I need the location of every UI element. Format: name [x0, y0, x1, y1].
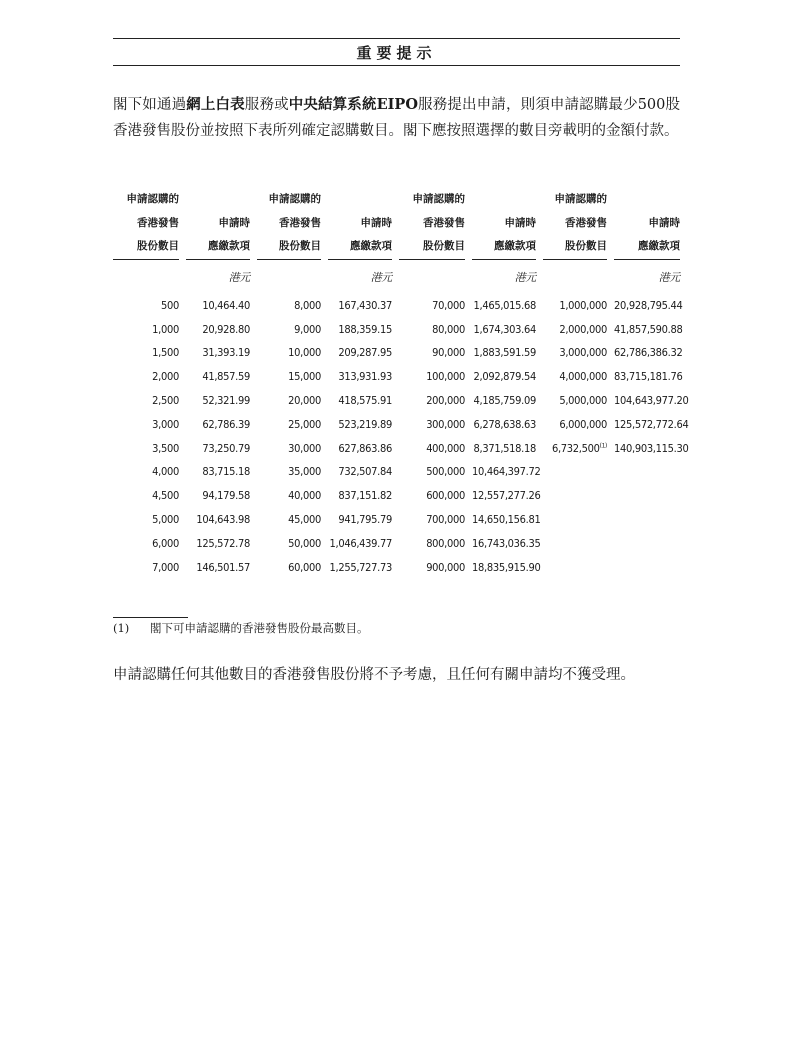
column-gap	[465, 508, 472, 532]
shares-cell	[543, 555, 607, 579]
column-gap	[250, 412, 257, 436]
header-text	[186, 212, 250, 260]
empty-cell	[543, 260, 607, 294]
shares-cell: 10,000	[288, 346, 321, 360]
amount-cell: 6,278,638.63	[473, 417, 536, 431]
column-gap	[179, 531, 186, 555]
shares-cell: 300,000	[426, 417, 465, 431]
shares-cell: 5,000	[152, 513, 179, 527]
column-gap	[392, 460, 399, 484]
shares-cell: 45,000	[288, 513, 321, 527]
amount-cell: 523,219.89	[338, 417, 392, 431]
amount-cell: 125,572,772.64	[614, 417, 689, 431]
amount-cell	[614, 555, 680, 579]
amount-cell: 1,883,591.59	[473, 346, 536, 360]
header-line: 申請認購的	[554, 193, 607, 205]
shares-cell: 2,000	[152, 370, 179, 384]
column-gap	[321, 365, 328, 389]
column-gap	[392, 484, 399, 508]
header-shares	[257, 188, 321, 260]
column-gap	[321, 389, 328, 413]
amount-cell: 8,371,518.18	[473, 441, 536, 455]
shares-cell: 500	[161, 298, 179, 312]
column-gap	[179, 484, 186, 508]
unit-row	[113, 260, 680, 294]
shares-cell: 3,500	[152, 441, 179, 455]
amount-cell: 1,255,727.73	[329, 560, 392, 574]
column-gap	[250, 460, 257, 484]
header-line: 股份數目	[423, 240, 465, 252]
column-gap	[392, 389, 399, 413]
footnote-rule	[113, 617, 188, 618]
column-gap	[321, 341, 328, 365]
column-gap	[179, 460, 186, 484]
column-gap	[392, 294, 399, 318]
column-gap	[250, 484, 257, 508]
header-amount	[328, 188, 392, 260]
shares-cell: 7,000	[152, 560, 179, 574]
header-line: 股份數目	[279, 240, 321, 252]
table-row	[113, 531, 680, 555]
column-gap	[607, 365, 614, 389]
column-gap	[536, 389, 543, 413]
amount-cell: 10,464,397.72	[472, 465, 541, 479]
column-gap	[250, 317, 257, 341]
amount-cell: 20,928.80	[202, 322, 250, 336]
header-line: 香港發售	[565, 216, 607, 229]
amount-cell: 313,931.93	[338, 370, 392, 384]
column-gap	[607, 508, 614, 532]
column-gap	[179, 365, 186, 389]
header-amount	[472, 188, 536, 260]
column-gap	[536, 294, 543, 318]
shares-cell: 4,000,000	[559, 370, 607, 384]
column-gap	[321, 188, 328, 260]
column-gap	[321, 294, 328, 318]
header-line: 股份數目	[137, 240, 179, 252]
table-row	[113, 508, 680, 532]
intro-bold-white-form: 網上白表	[186, 96, 245, 113]
column-gap	[179, 508, 186, 532]
section-header	[113, 38, 680, 66]
column-gap	[321, 412, 328, 436]
column-gap	[607, 188, 614, 260]
column-gap	[536, 341, 543, 365]
amount-cell: 1,674,303.64	[473, 322, 536, 336]
amount-cell: 10,464.40	[202, 298, 250, 312]
column-gap	[465, 531, 472, 555]
column-gap	[250, 389, 257, 413]
header-line: 股份數目	[565, 240, 607, 252]
shares-cell: 1,000,000	[559, 298, 607, 312]
shares-cell: 400,000	[426, 441, 465, 455]
shares-cell: 20,000	[288, 394, 321, 408]
shares-cell: 2,500	[152, 394, 179, 408]
amount-cell: 83,715,181.76	[614, 370, 683, 384]
column-gap	[250, 260, 257, 294]
column-gap	[607, 389, 614, 413]
column-gap	[536, 412, 543, 436]
column-gap	[179, 555, 186, 579]
column-gap	[250, 555, 257, 579]
shares-cell: 3,000,000	[559, 346, 607, 360]
column-gap	[607, 294, 614, 318]
column-gap	[465, 317, 472, 341]
column-gap	[607, 484, 614, 508]
column-gap	[465, 260, 472, 294]
column-gap	[536, 260, 543, 294]
column-gap	[392, 260, 399, 294]
column-gap	[392, 188, 399, 260]
header-line: 申請認購的	[412, 193, 465, 205]
header-line: 申請認購的	[268, 193, 321, 205]
shares-cell: 40,000	[288, 489, 321, 503]
header-line: 申請認購的	[126, 193, 179, 205]
shares-cell: 6,000,000	[559, 417, 607, 431]
application-amount-table	[113, 188, 689, 579]
column-gap	[321, 317, 328, 341]
column-gap	[179, 389, 186, 413]
amount-cell: 12,557,277.26	[472, 489, 541, 503]
column-gap	[465, 412, 472, 436]
shares-cell	[543, 531, 607, 555]
shares-cell: 900,000	[426, 560, 465, 574]
column-gap	[465, 294, 472, 318]
header-line: 申請時	[648, 216, 680, 229]
table-row	[113, 412, 680, 436]
column-gap	[465, 188, 472, 260]
header-line: 應繳款項	[638, 240, 680, 252]
column-gap	[536, 436, 543, 460]
header-line: 香港發售	[279, 216, 321, 229]
shares-cell	[543, 460, 607, 484]
amount-cell: 837,151.82	[338, 489, 392, 503]
header-text	[472, 212, 536, 260]
amount-cell: 16,743,036.35	[472, 536, 541, 550]
currency-unit: 港元	[514, 270, 536, 284]
header-line: 申請時	[360, 216, 392, 229]
column-gap	[392, 365, 399, 389]
shares-cell: 500,000	[426, 465, 465, 479]
shares-cell: 8,000	[294, 298, 321, 312]
shares-cell: 1,500	[152, 346, 179, 360]
amount-cell: 2,092,879.54	[473, 370, 536, 384]
amount-cell: 732,507.84	[338, 465, 392, 479]
footnote-ref: (1)	[599, 441, 607, 450]
column-gap	[465, 436, 472, 460]
table-row	[113, 436, 680, 460]
table-row	[113, 365, 680, 389]
table-row	[113, 341, 680, 365]
column-gap	[250, 294, 257, 318]
column-gap	[392, 555, 399, 579]
column-gap	[607, 412, 614, 436]
amount-cell: 167,430.37	[338, 298, 392, 312]
column-gap	[465, 389, 472, 413]
amount-cell: 31,393.19	[202, 346, 250, 360]
column-gap	[465, 365, 472, 389]
shares-cell: 600,000	[426, 489, 465, 503]
amount-cell: 627,863.86	[338, 441, 392, 455]
header-text	[399, 188, 465, 260]
intro-text: 閣下如通過	[113, 97, 187, 113]
header-shares	[399, 188, 465, 260]
column-gap	[607, 531, 614, 555]
column-gap	[392, 341, 399, 365]
column-gap	[321, 436, 328, 460]
column-gap	[321, 484, 328, 508]
amount-cell	[614, 508, 680, 532]
column-gap	[179, 294, 186, 318]
empty-cell	[257, 260, 321, 294]
column-gap	[179, 188, 186, 260]
intro-text: 服務提出申請，則須申請認購最少500股香港發售股份並按照下表所列確定認購數目。閣下應按照選擇的數目旁載明的金額付款。	[113, 97, 681, 139]
amount-cell: 188,359.15	[338, 322, 392, 336]
amount-cell: 140,903,115.30	[614, 441, 689, 455]
amount-cell: 104,643.98	[196, 513, 250, 527]
footnote	[113, 620, 369, 636]
column-gap	[250, 341, 257, 365]
column-gap	[179, 436, 186, 460]
column-gap	[250, 436, 257, 460]
shares-cell: 200,000	[426, 394, 465, 408]
amount-cell: 1,046,439.77	[329, 536, 392, 550]
shares-cell: 6,732,500$^{(1)}$	[551, 441, 607, 455]
intro-paragraph	[113, 92, 680, 144]
currency-unit: 港元	[658, 270, 680, 284]
table-row	[113, 460, 680, 484]
shares-cell: 800,000	[426, 536, 465, 550]
column-gap	[465, 484, 472, 508]
amount-cell: 73,250.79	[202, 441, 250, 455]
header-shares	[543, 188, 607, 260]
header-line: 香港發售	[423, 216, 465, 229]
shares-cell: 4,500	[152, 489, 179, 503]
closing-paragraph: 申請認購任何其他數目的香港發售股份將不予考慮，且任何有關申請均不獲受理。	[113, 667, 635, 683]
column-gap	[250, 365, 257, 389]
amount-cell: 4,185,759.09	[473, 394, 536, 408]
shares-cell: 1,000	[152, 322, 179, 336]
table-row	[113, 294, 680, 318]
amount-cell: 41,857,590.88	[614, 322, 683, 336]
amount-cell: 52,321.99	[202, 394, 250, 408]
amount-cell	[614, 484, 680, 508]
shares-cell: 25,000	[288, 417, 321, 431]
currency-unit: 港元	[370, 270, 392, 284]
column-gap	[465, 341, 472, 365]
column-gap	[321, 460, 328, 484]
header-text	[328, 212, 392, 260]
header-line: 應繳款項	[350, 240, 392, 252]
shares-cell: 70,000	[432, 298, 465, 312]
header-row	[113, 188, 680, 260]
footnote-mark: (1)	[113, 621, 130, 635]
shares-cell	[543, 484, 607, 508]
column-gap	[179, 341, 186, 365]
column-gap	[321, 555, 328, 579]
column-gap	[536, 188, 543, 260]
shares-cell: 15,000	[288, 370, 321, 384]
shares-cell: 50,000	[288, 536, 321, 550]
header-line: 申請時	[218, 216, 250, 229]
empty-cell	[113, 260, 179, 294]
amount-cell: 418,575.91	[338, 394, 392, 408]
shares-cell: 100,000	[426, 370, 465, 384]
column-gap	[607, 260, 614, 294]
column-gap	[607, 317, 614, 341]
amount-cell: 20,928,795.44	[614, 298, 683, 312]
column-gap	[392, 317, 399, 341]
column-gap	[392, 508, 399, 532]
shares-cell: 60,000	[288, 560, 321, 574]
amount-cell: 62,786.39	[202, 417, 250, 431]
amount-cell: 18,835,915.90	[472, 560, 541, 574]
column-gap	[607, 436, 614, 460]
shares-cell: 30,000	[288, 441, 321, 455]
table-row	[113, 484, 680, 508]
column-gap	[607, 460, 614, 484]
shares-cell: 90,000	[432, 346, 465, 360]
amount-cell: 94,179.58	[202, 489, 250, 503]
header-line: 應繳款項	[494, 240, 536, 252]
header-text	[614, 212, 680, 260]
column-gap	[250, 188, 257, 260]
column-gap	[321, 508, 328, 532]
amount-cell: 41,857.59	[202, 370, 250, 384]
amount-cell: 1,465,015.68	[473, 298, 536, 312]
amount-cell: 104,643,977.20	[614, 394, 689, 408]
amount-cell: 146,501.57	[196, 560, 250, 574]
header-amount	[614, 188, 680, 260]
column-gap	[392, 436, 399, 460]
header-text	[113, 188, 179, 260]
intro-bold-ccass-eipo: 中央結算系統EIPO	[288, 96, 418, 113]
amount-cell	[614, 460, 680, 484]
column-gap	[536, 365, 543, 389]
shares-cell: 80,000	[432, 322, 465, 336]
currency-unit: 港元	[228, 270, 250, 284]
amount-cell: 209,287.95	[338, 346, 392, 360]
header-line: 香港發售	[137, 216, 179, 229]
amount-cell: 14,650,156.81	[472, 513, 541, 527]
shares-cell: 700,000	[426, 513, 465, 527]
column-gap	[607, 341, 614, 365]
column-gap	[250, 531, 257, 555]
shares-cell: 6,000	[152, 536, 179, 550]
amount-cell	[614, 531, 680, 555]
section-title: 重要提示	[356, 43, 437, 62]
amount-cell: 62,786,386.32	[614, 346, 683, 360]
shares-cell: 4,000	[152, 465, 179, 479]
shares-cell: 9,000	[294, 322, 321, 336]
column-gap	[465, 555, 472, 579]
column-gap	[179, 412, 186, 436]
shares-cell: 5,000,000	[559, 394, 607, 408]
header-shares	[113, 188, 179, 260]
header-line: 應繳款項	[208, 240, 250, 252]
column-gap	[179, 317, 186, 341]
intro-text: 服務或	[244, 97, 289, 113]
amount-cell: 83,715.18	[202, 465, 250, 479]
header-line: 申請時	[504, 216, 536, 229]
shares-cell: 3,000	[152, 417, 179, 431]
table-row	[113, 389, 680, 413]
header-text	[257, 188, 321, 260]
table-row	[113, 317, 680, 341]
header-text	[543, 188, 607, 260]
shares-cell	[543, 508, 607, 532]
column-gap	[536, 317, 543, 341]
empty-cell	[399, 260, 465, 294]
amount-cell: 941,795.79	[338, 513, 392, 527]
footnote-text: 閣下可申請認購的香港發售股份最高數目。	[150, 621, 369, 635]
column-gap	[465, 460, 472, 484]
column-gap	[607, 555, 614, 579]
table-row	[113, 555, 680, 579]
column-gap	[392, 531, 399, 555]
column-gap	[250, 508, 257, 532]
column-gap	[392, 412, 399, 436]
header-amount	[186, 188, 250, 260]
shares-cell: 2,000,000	[559, 322, 607, 336]
column-gap	[179, 260, 186, 294]
shares-cell: 35,000	[288, 465, 321, 479]
column-gap	[321, 531, 328, 555]
column-gap	[321, 260, 328, 294]
amount-cell: 125,572.78	[196, 536, 250, 550]
